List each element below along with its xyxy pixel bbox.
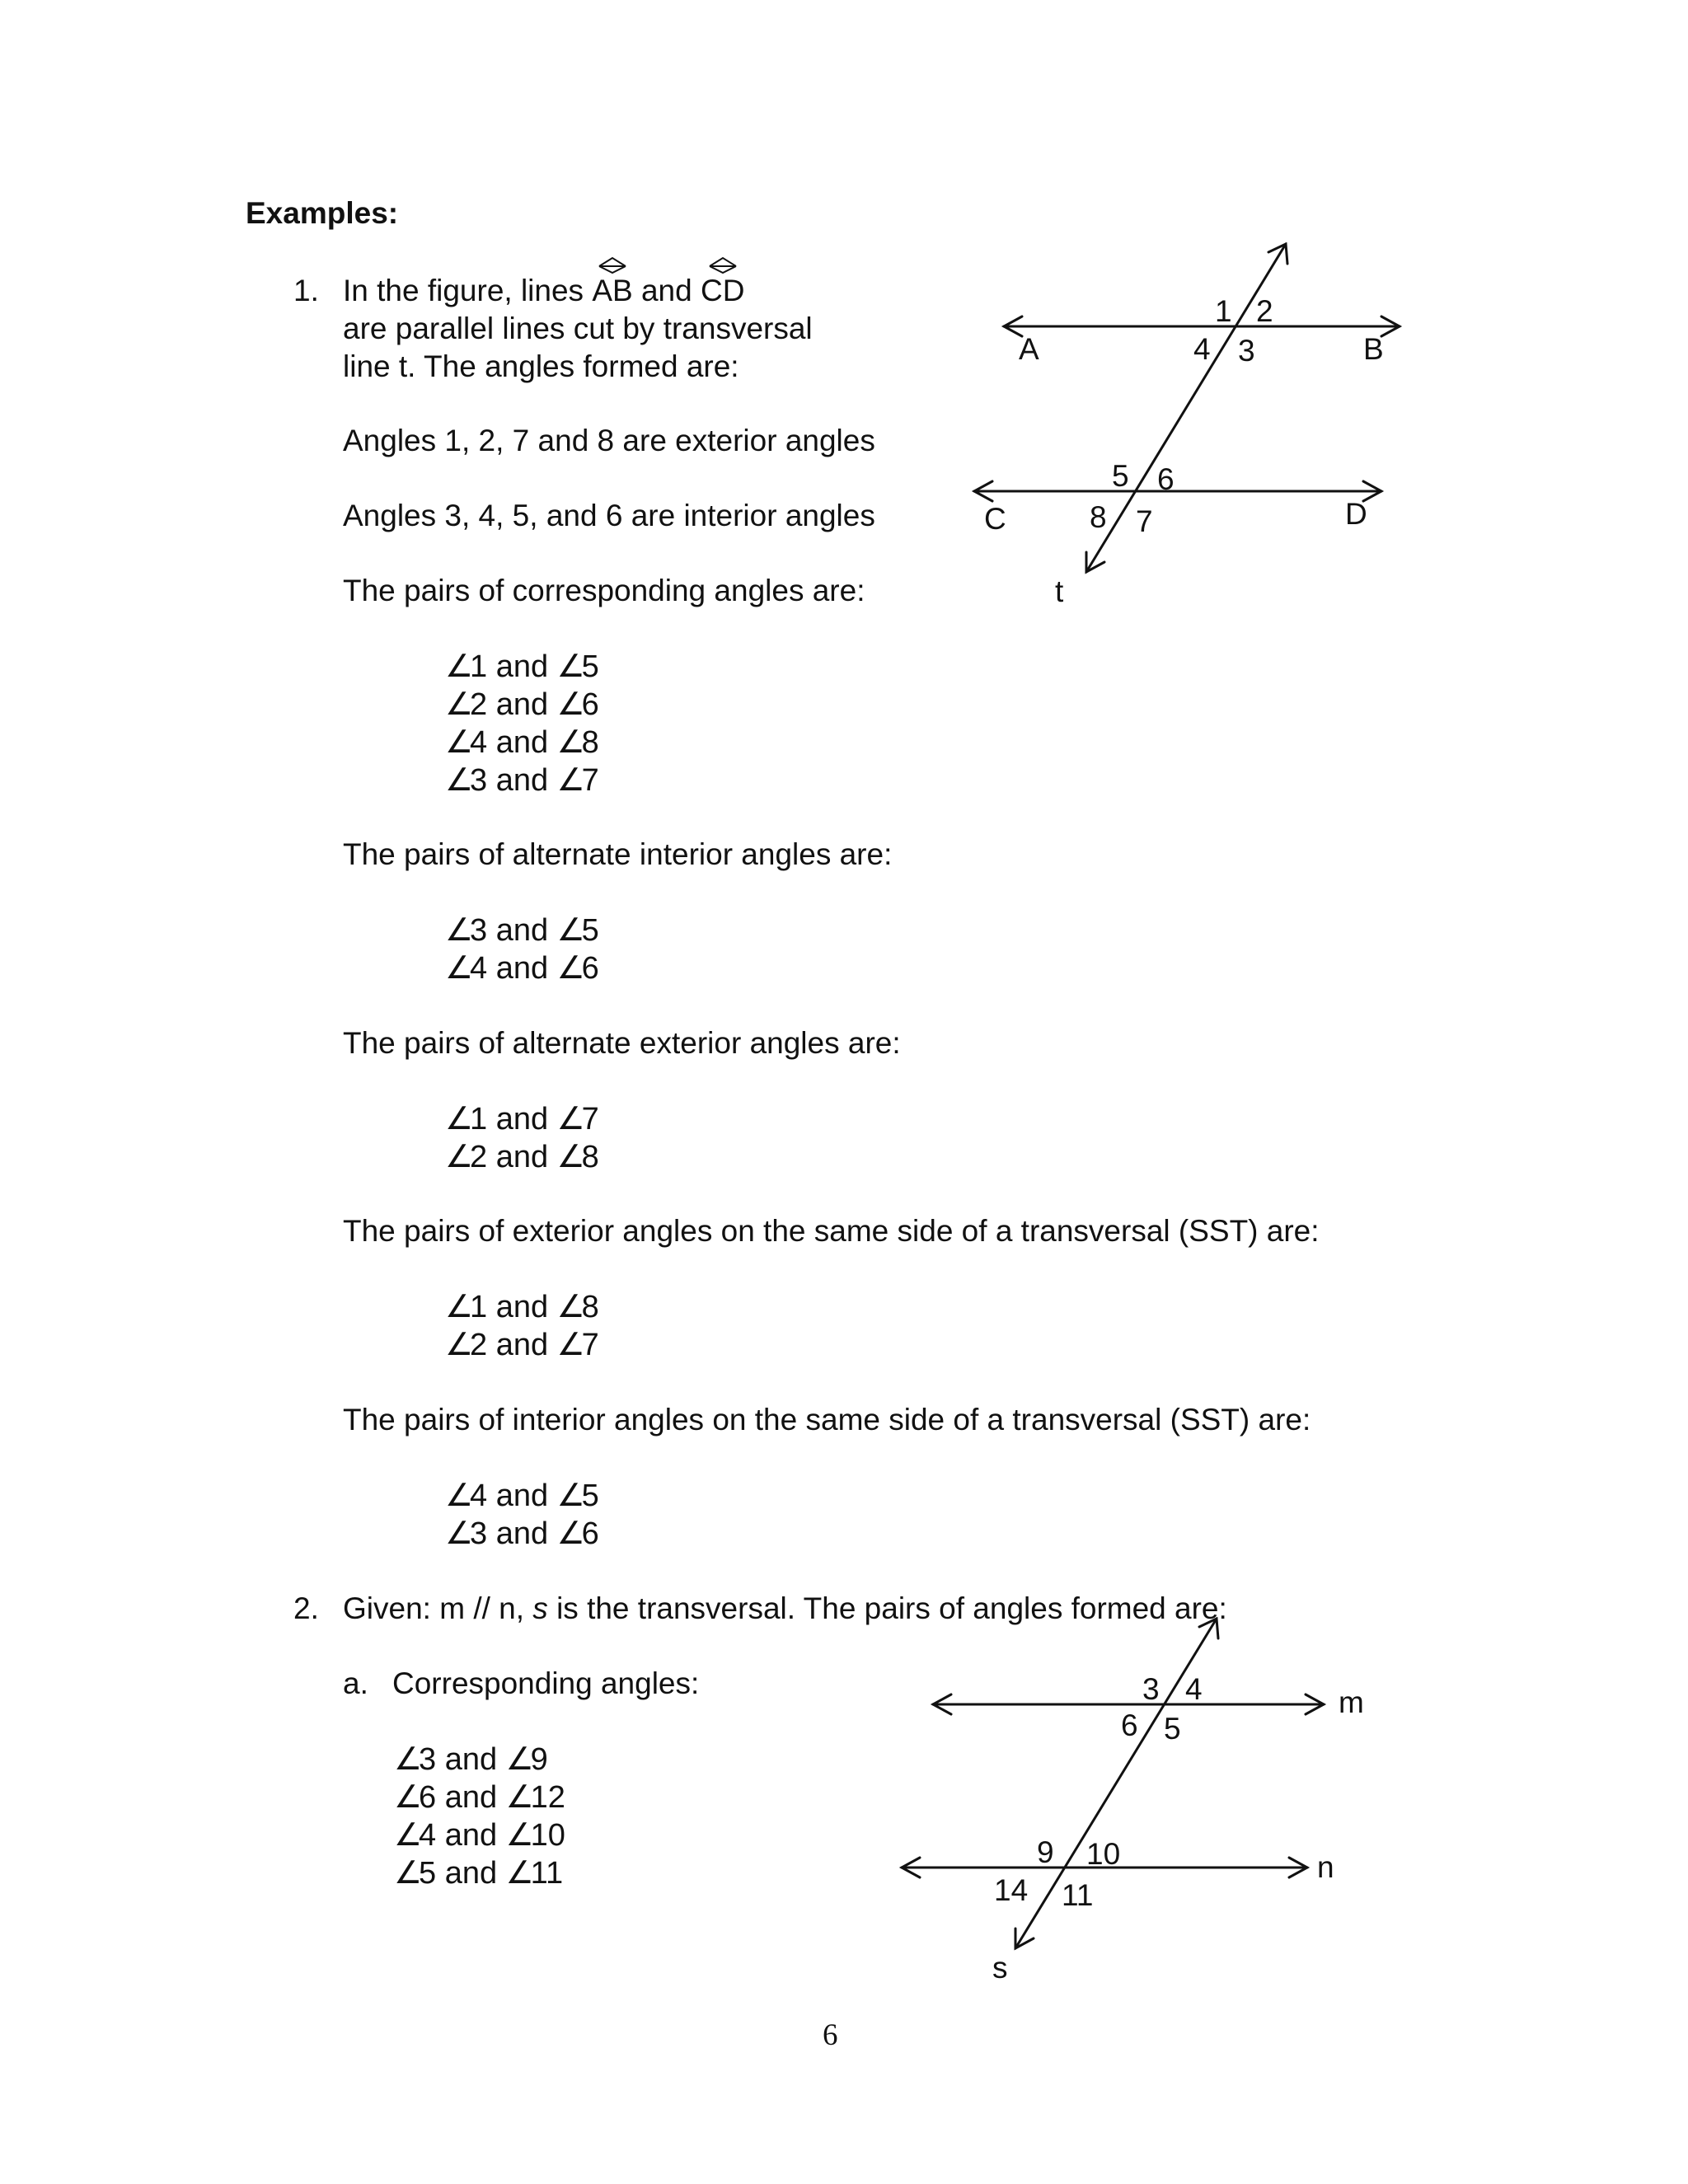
angle-pair: ∠5 and ∠11 bbox=[394, 1856, 564, 1891]
intro-and: and bbox=[640, 274, 692, 307]
transversal-t bbox=[1086, 244, 1286, 572]
corresponding-heading: The pairs of corresponding angles are: bbox=[343, 574, 865, 607]
angle-symbol: ∠ bbox=[445, 1328, 474, 1362]
angle-label-6: 6 bbox=[1121, 1708, 1138, 1742]
sub-a-letter: a. bbox=[343, 1666, 368, 1700]
angle-pair: ∠3 and ∠9 bbox=[394, 1742, 548, 1777]
angle-label-8: 8 bbox=[1090, 500, 1107, 534]
transversal-label-s: s bbox=[992, 1951, 1008, 1985]
angle-pair: ∠6 and ∠12 bbox=[394, 1780, 565, 1815]
example-1-intro-line-2: are parallel lines cut by transversal bbox=[343, 312, 813, 345]
angle-symbol: ∠ bbox=[445, 913, 474, 948]
interior-angles-text: Angles 3, 4, 5, and 6 are interior angles bbox=[343, 499, 875, 532]
alt-interior-heading: The pairs of alternate interior angles are: bbox=[343, 837, 893, 871]
angle-pair: ∠1 and ∠5 bbox=[445, 649, 599, 684]
angle-symbol: ∠ bbox=[445, 1140, 474, 1174]
angle-symbol: ∠ bbox=[394, 1818, 423, 1853]
angle-label-7: 7 bbox=[1136, 504, 1153, 538]
line-ab-notation: AB bbox=[592, 272, 632, 310]
angle-label-6: 6 bbox=[1157, 462, 1175, 496]
angle-label-5: 5 bbox=[1112, 459, 1129, 493]
sub-a-label: Corresponding angles: bbox=[392, 1666, 700, 1700]
transversal-s bbox=[1015, 1619, 1217, 1948]
angle-pair: ∠3 and ∠5 bbox=[445, 913, 599, 948]
angle-pair: ∠2 and ∠8 bbox=[445, 1140, 599, 1174]
example-1-intro-line-3: line t. The angles formed are: bbox=[343, 349, 739, 383]
angle-pair: ∠3 and ∠6 bbox=[445, 1516, 599, 1551]
angle-symbol: ∠ bbox=[394, 1742, 423, 1777]
ext-sst-heading: The pairs of exterior angles on the same side of a transversal (SST) are: bbox=[343, 1214, 1320, 1248]
angle-pair: ∠3 and ∠7 bbox=[445, 763, 599, 798]
angle-pair: ∠2 and ∠6 bbox=[445, 687, 599, 722]
angle-label-4: 4 bbox=[1185, 1672, 1203, 1706]
example-2-number: 2. bbox=[293, 1591, 319, 1625]
alt-exterior-heading: The pairs of alternate exterior angles are: bbox=[343, 1026, 901, 1060]
line-label-n: n bbox=[1317, 1850, 1334, 1884]
point-label-a: A bbox=[1019, 332, 1039, 366]
intro-text: In the figure, lines bbox=[343, 274, 584, 307]
angle-symbol: ∠ bbox=[445, 649, 474, 684]
transversal-variable: s bbox=[532, 1591, 548, 1625]
angle-symbol: ∠ bbox=[445, 1290, 474, 1324]
angle-pair: ∠1 and ∠8 bbox=[445, 1290, 599, 1324]
angle-pair: ∠4 and ∠6 bbox=[445, 951, 599, 986]
angle-pair: ∠2 and ∠7 bbox=[445, 1328, 599, 1362]
angle-pair: ∠4 and ∠8 bbox=[445, 725, 599, 760]
angle-symbol: ∠ bbox=[445, 1479, 474, 1513]
angle-symbol: ∠ bbox=[445, 763, 474, 798]
example-2-given: Given: m // n, s is the transversal. The pairs of angles formed are: bbox=[343, 1591, 1227, 1625]
int-sst-heading: The pairs of interior angles on the same side of a transversal (SST) are: bbox=[343, 1403, 1311, 1436]
line-cd-notation: CD bbox=[701, 272, 744, 310]
angle-label-9: 9 bbox=[1037, 1835, 1054, 1869]
angle-symbol: ∠ bbox=[445, 1516, 474, 1551]
angle-symbol: ∠ bbox=[394, 1780, 423, 1815]
angle-symbol: ∠ bbox=[445, 951, 474, 986]
angle-pair: ∠4 and ∠5 bbox=[445, 1479, 599, 1513]
angle-label-14: 14 bbox=[994, 1873, 1029, 1907]
point-label-c: C bbox=[984, 502, 1006, 536]
angle-symbol: ∠ bbox=[445, 725, 474, 760]
angle-label-5: 5 bbox=[1164, 1712, 1181, 1746]
angle-label-10: 10 bbox=[1086, 1837, 1121, 1871]
example-1-number: 1. bbox=[293, 274, 319, 307]
angle-symbol: ∠ bbox=[445, 687, 474, 722]
angle-symbol: ∠ bbox=[394, 1856, 423, 1891]
line-label-m: m bbox=[1339, 1685, 1364, 1719]
angle-label-4: 4 bbox=[1193, 332, 1211, 366]
angle-label-3: 3 bbox=[1238, 334, 1255, 368]
angle-label-2: 2 bbox=[1256, 294, 1273, 328]
point-label-d: D bbox=[1345, 497, 1367, 531]
angle-label-11: 11 bbox=[1062, 1878, 1094, 1912]
angle-pair: ∠4 and ∠10 bbox=[394, 1818, 565, 1853]
page-number: 6 bbox=[823, 2018, 838, 2052]
angle-pair: ∠1 and ∠7 bbox=[445, 1102, 599, 1137]
angle-label-1: 1 bbox=[1215, 294, 1232, 328]
exterior-angles-text: Angles 1, 2, 7 and 8 are exterior angles bbox=[343, 424, 875, 457]
point-label-b: B bbox=[1363, 332, 1384, 366]
angle-label-3: 3 bbox=[1142, 1672, 1160, 1706]
examples-heading: Examples: bbox=[246, 196, 399, 230]
transversal-label-t: t bbox=[1055, 574, 1064, 608]
angle-symbol: ∠ bbox=[445, 1102, 474, 1137]
